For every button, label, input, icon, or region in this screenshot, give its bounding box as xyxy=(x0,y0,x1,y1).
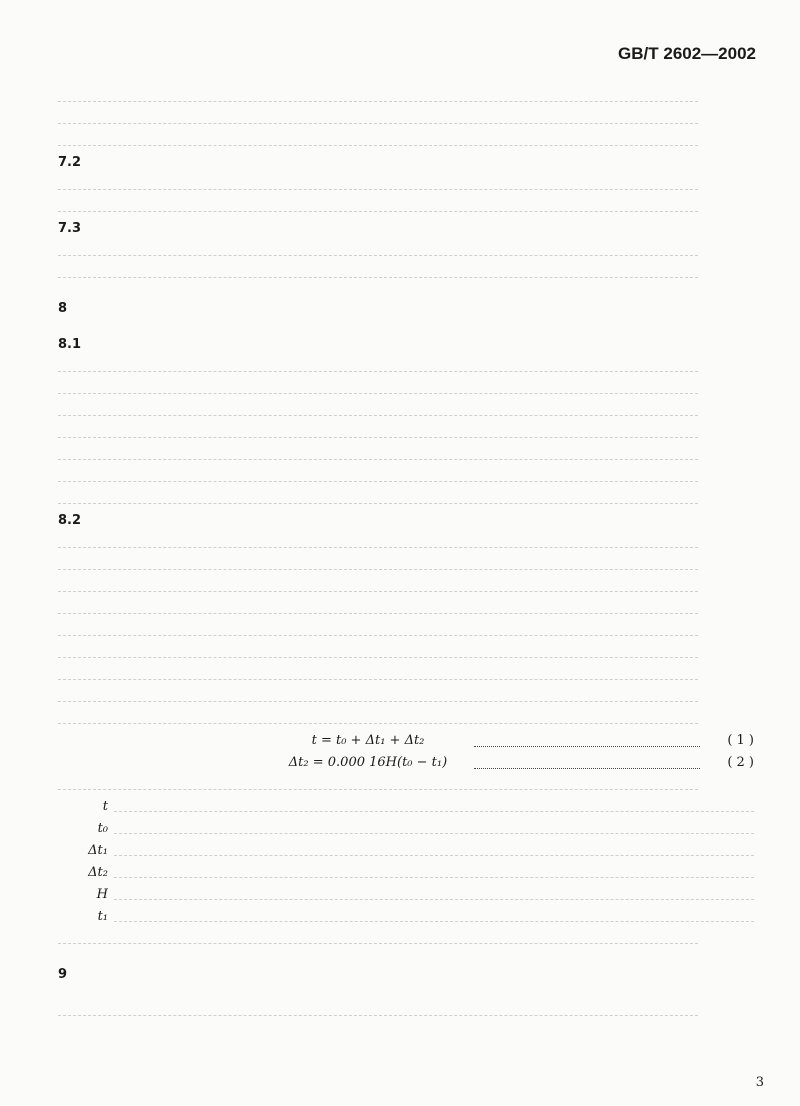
text-line xyxy=(58,774,754,796)
section-heading: 7.2 xyxy=(58,155,82,170)
symbol: t₀ xyxy=(97,821,108,836)
text-line xyxy=(58,532,754,554)
text-line xyxy=(58,262,754,284)
text-line xyxy=(58,642,754,664)
symbol: Δt₂ xyxy=(88,865,108,880)
text-line xyxy=(58,928,754,950)
symbol: H xyxy=(96,887,108,902)
equation-2 xyxy=(58,752,754,774)
text-line xyxy=(58,576,754,598)
text-line xyxy=(58,240,754,262)
symbol: t xyxy=(102,799,108,814)
equation-formula: t = t₀ + Δt₁ + Δt₂ xyxy=(311,733,425,748)
text-line xyxy=(58,488,754,510)
text-line xyxy=(58,686,754,708)
text-line xyxy=(58,598,754,620)
text-line xyxy=(58,664,754,686)
standard-number: GB/T 2602—2002 xyxy=(618,44,756,63)
text-line xyxy=(58,108,754,130)
symbol-definition xyxy=(58,884,754,906)
text-line xyxy=(58,444,754,466)
symbol: t₁ xyxy=(97,909,108,924)
section-heading: 9 xyxy=(58,967,68,982)
text-line xyxy=(58,174,754,196)
page-number: 3 xyxy=(755,1075,764,1090)
subsection-heading: 8.1 xyxy=(58,337,82,352)
equation-number: ( 1 ) xyxy=(727,733,754,748)
section-heading: 7.3 xyxy=(58,221,82,236)
document-body xyxy=(58,86,754,1022)
symbol-definition xyxy=(58,862,754,884)
text-line xyxy=(58,708,754,730)
text-line xyxy=(58,356,754,378)
text-line xyxy=(58,130,754,152)
equation-formula: Δt₂ = 0.000 16H(t₀ − t₁) xyxy=(288,755,448,770)
subsection-heading: 8.2 xyxy=(58,513,82,528)
equation-1 xyxy=(58,730,754,752)
text-line xyxy=(58,466,754,488)
symbol: Δt₁ xyxy=(88,843,108,858)
text-line xyxy=(58,1000,754,1022)
symbol-definition xyxy=(58,796,754,818)
text-line xyxy=(58,378,754,400)
symbol-definition xyxy=(58,818,754,840)
text-line xyxy=(58,620,754,642)
text-line xyxy=(58,554,754,576)
section-heading: 8 xyxy=(58,301,68,316)
equation-number: ( 2 ) xyxy=(727,755,754,770)
text-line xyxy=(58,422,754,444)
symbol-definition xyxy=(58,840,754,862)
text-line xyxy=(58,86,754,108)
symbol-definition xyxy=(58,906,754,928)
text-line xyxy=(58,196,754,218)
text-line xyxy=(58,400,754,422)
